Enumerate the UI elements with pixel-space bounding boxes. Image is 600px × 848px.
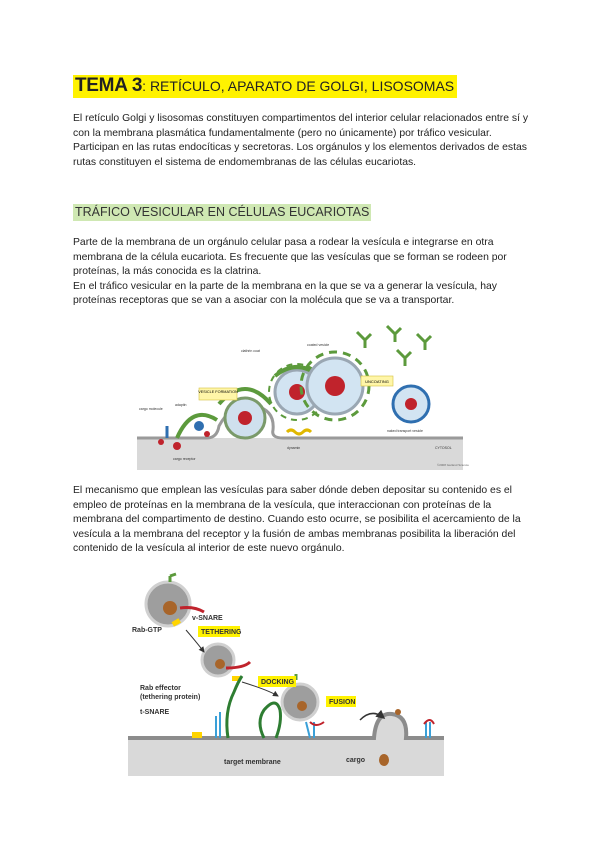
label-transport-vesicle: naked transport vesicle (387, 429, 423, 433)
label-cargo: cargo (346, 757, 366, 764)
label-adaptin: adaptin (175, 403, 187, 407)
vesicular-traffic-paragraph (73, 236, 533, 309)
targeting-paragraph: El mecanismo que emplean las vesículas para saber dónde deben depositar su contenido es el empleo de proteínas en la membrana de la vesícula, que interaccionan con proteínas de la membrana del compartimento de destino. Cuando esto ocurre, se posibilita el acercamiento de la vesícula a la membrana del receptor y la fusión de ambas membranas posibilita la liberación del contenido de la vesícula al interior de este nuevo orgánulo. (73, 485, 521, 554)
label-tethering: TETHERING (201, 629, 242, 636)
page-title (73, 75, 457, 98)
label-target-membrane: target membrane (224, 759, 281, 766)
label-dynamin: dynamin (287, 446, 301, 450)
label-cytosol: CYTOSOL (435, 446, 452, 450)
label-fusion: FUSION (329, 699, 356, 706)
label-tethering-protein: (tethering protein) (140, 694, 201, 701)
t-snare-icon (216, 712, 220, 738)
label-rab-gtp: Rab-GTP (132, 627, 162, 634)
paragraph-receptors: En el tráfico vesicular en la parte de la membrana en la que se va a generar la vesícula, hay proteínas receptoras que se van a asociar con la molécula que se va a transportar. (73, 280, 497, 306)
label-clathrin: clathrin coat (241, 349, 260, 353)
title-number: TEMA 3 (75, 75, 143, 96)
label-v-snare: v-SNARE (192, 615, 223, 622)
clathrin-diagram (137, 314, 469, 470)
vesicle-fusion-figure (128, 572, 444, 776)
label-rab-effector: Rab effector (140, 685, 181, 692)
intro-paragraph: El retículo Golgi y lisosomas constituyen compartimentos del interior celular relacionados entre sí y con la membrana plasmática fundamentalmente (pero no únicamente) por tráfico vesicular. Participan en las rutas endocíticas y secretoras. Los orgánulos y los elementos derivados de estas rutas constituyen el sistema de endomembranas de las células eucariotas. (73, 113, 529, 168)
label-uncoating: UNCOATING (365, 379, 389, 384)
label-cargo-receptor: cargo receptor (173, 457, 196, 461)
label-coated-vesicle: coated vesicle (307, 343, 330, 347)
section-heading: TRÁFICO VESICULAR EN CÉLULAS EUCARIOTAS (75, 205, 370, 219)
free-clathrin-icon (357, 326, 431, 366)
target-membrane (128, 714, 444, 776)
figure-credit: ©2008 Garland Science (437, 463, 469, 467)
dynamin-icon (287, 430, 311, 434)
label-cargo-molecule: cargo molecule (139, 407, 163, 411)
rab-effector-icon (227, 676, 242, 738)
label-t-snare: t-SNARE (140, 709, 170, 716)
paragraph-clathrin: Parte de la membrana de un orgánulo celular pasa a rodear la vesícula e integrarse en otra membrana de la célula eucariota. Es frecuente que las vesículas que se forman se rodeen por proteínas, la más conocida es la clatrina. (73, 237, 507, 277)
label-vesicle-formation: VESICLE FORMATION (198, 390, 238, 394)
title-text: : RETÍCULO, APARATO DE GOLGI, LISOSOMAS (142, 78, 455, 94)
clathrin-vesicle-figure (137, 314, 469, 470)
snare-diagram (128, 572, 444, 776)
plasma-membrane (137, 438, 463, 470)
cargo-icon (163, 601, 177, 615)
label-docking: DOCKING (261, 679, 295, 686)
